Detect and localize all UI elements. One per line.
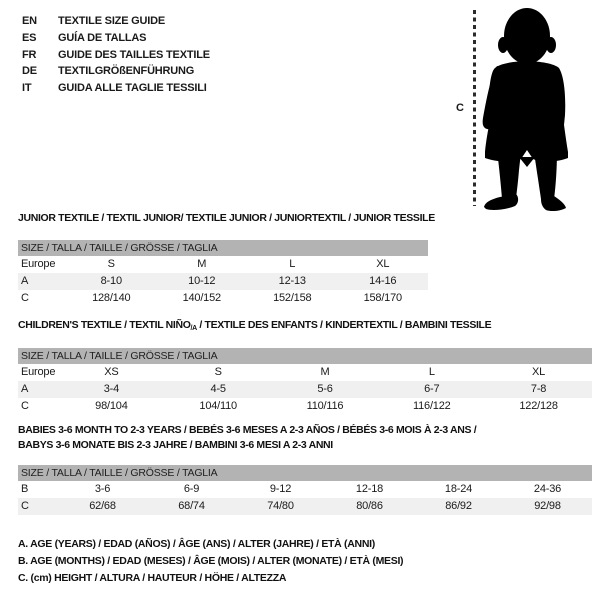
size-cell: XL (532, 366, 546, 378)
children-title-sub: /A (190, 325, 197, 332)
row-label: A (21, 275, 29, 287)
children-title-pre: CHILDREN'S TEXTILE / TEXTIL NIÑO (18, 319, 191, 331)
lang-code: FR (22, 48, 37, 61)
row-label: C (21, 400, 29, 412)
size-cell: M (197, 258, 207, 270)
size-cell: 152/158 (273, 292, 312, 304)
size-cell: 128/140 (92, 292, 131, 304)
size-cell: 68/74 (178, 500, 205, 512)
height-dashed-line (473, 10, 476, 206)
lang-label: GUÍA DE TALLAS (58, 31, 147, 44)
lang-code: IT (22, 82, 32, 95)
size-cell: 104/110 (199, 400, 237, 412)
lang-row-fr (22, 47, 210, 64)
table-row (18, 481, 592, 498)
size-cell: L (428, 366, 435, 378)
size-cell: L (289, 258, 296, 270)
footnote-c: C. (cm) HEIGHT / ALTURA / HAUTEUR / HÖHE / ALTEZZA (18, 572, 287, 584)
footnote-b: B. AGE (MONTHS) / EDAD (MESES) / ÂGE (MOIS) / ALTER (MONATE) / ETÀ (MESI) (18, 555, 404, 567)
table-row (18, 256, 428, 273)
size-cell: 4-5 (210, 383, 226, 395)
size-cell: 8-10 (100, 275, 122, 287)
babies-title-line1: BABIES 3-6 MONTH TO 2-3 YEARS / BEBÉS 3-6 MESES A 2-3 AÑOS / BÉBÉS 3-6 MOIS À 2-3 ANS / (18, 424, 477, 436)
row-label: A (21, 383, 29, 395)
size-header-bar: SIZE / TALLA / TAILLE / GRÖSSE / TAGLIA (18, 465, 592, 481)
lang-row-es (22, 30, 210, 47)
footnote-a: A. AGE (YEARS) / EDAD (AÑOS) / ÂGE (ANS) / ALTER (JAHRE) / ETÀ (ANNI) (18, 538, 375, 550)
size-cell: 92/98 (534, 500, 561, 512)
children-size-table (18, 348, 592, 415)
lang-code: DE (22, 65, 37, 78)
lang-label: TEXTILE SIZE GUIDE (58, 15, 166, 27)
row-label: C (21, 500, 29, 512)
size-header-bar: SIZE / TALLA / TAILLE / GRÖSSE / TAGLIA (18, 348, 592, 364)
size-cell: 7-8 (530, 383, 547, 395)
size-cell: XL (376, 258, 390, 270)
table-row (18, 398, 592, 415)
lang-row-it (22, 80, 210, 97)
language-title-block (22, 13, 210, 97)
size-cell: 24-36 (533, 483, 562, 495)
footnote-legend (18, 536, 403, 587)
table-row (18, 381, 592, 398)
row-label: Europe (21, 366, 56, 378)
size-cell: 12-13 (278, 275, 306, 287)
children-title-post: / TEXTILE DES ENFANTS / KINDERTEXTIL / BAMBINI TESSILE (196, 319, 492, 331)
size-cell: S (107, 258, 115, 270)
size-cell: 110/116 (306, 400, 344, 412)
lang-label: TEXTILGRÖßENFÜHRUNG (58, 65, 195, 78)
row-label: Europe (21, 258, 56, 270)
row-label: C (21, 292, 29, 304)
row-label: B (21, 483, 29, 495)
table-row (18, 498, 592, 515)
table-row (18, 290, 428, 307)
size-cell: S (214, 366, 222, 378)
lang-code: EN (22, 15, 37, 27)
size-cell: 122/128 (519, 400, 558, 412)
size-header-bar: SIZE / TALLA / TAILLE / GRÖSSE / TAGLIA (18, 240, 428, 256)
lang-code: ES (22, 31, 37, 44)
junior-table-title: JUNIOR TEXTILE / TEXTIL JUNIOR/ TEXTILE JUNIOR / JUNIORTEXTIL / JUNIOR TESSILE (18, 212, 435, 224)
babies-size-table (18, 465, 592, 515)
lang-label: GUIDE DES TAILLES TEXTILE (58, 48, 210, 61)
size-cell: XS (104, 366, 119, 378)
junior-size-table (18, 240, 428, 307)
size-cell: 12-18 (355, 483, 384, 495)
table-row (18, 273, 428, 290)
size-cell: 98/104 (95, 400, 128, 412)
size-cell: 80/86 (356, 500, 383, 512)
size-cell: 9-12 (269, 483, 292, 495)
size-cell: 10-12 (188, 275, 216, 287)
size-cell: 5-6 (317, 383, 333, 395)
size-cell: 6-7 (424, 383, 440, 395)
size-cell: 18-24 (444, 483, 473, 495)
lang-row-en (22, 13, 210, 30)
measure-c-label: C (456, 102, 464, 114)
size-cell: M (320, 366, 330, 378)
toddler-silhouette-icon (480, 5, 595, 215)
size-cell: 74/80 (267, 500, 294, 512)
size-cell: 3-4 (103, 383, 120, 395)
lang-label: GUIDA ALLE TAGLIE TESSILI (58, 82, 207, 95)
children-table-title (18, 318, 491, 336)
babies-table-title (18, 423, 476, 453)
lang-row-de (22, 63, 210, 80)
size-cell: 14-16 (369, 275, 397, 287)
size-cell: 158/170 (363, 292, 402, 304)
size-cell: 116/122 (413, 400, 451, 412)
size-cell: 140/152 (182, 292, 221, 304)
table-row (18, 364, 592, 381)
babies-title-line2: BABYS 3-6 MONATE BIS 2-3 JAHRE / BAMBINI 3-6 MESI A 2-3 ANNI (18, 439, 333, 451)
size-cell: 3-6 (94, 483, 111, 495)
size-cell: 6-9 (183, 483, 200, 495)
size-cell: 86/92 (445, 500, 472, 512)
size-cell: 62/68 (89, 500, 116, 512)
